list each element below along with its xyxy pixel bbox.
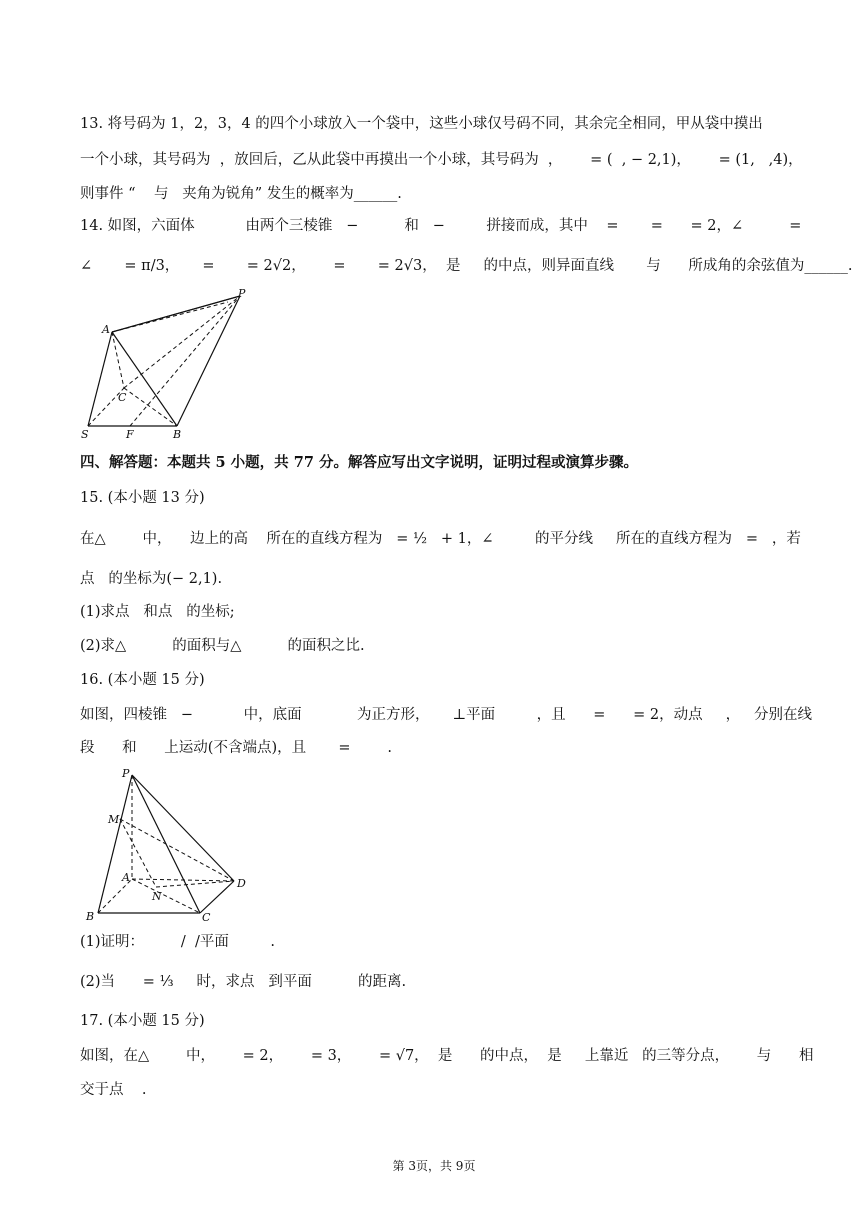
fig14-label-c: C: [118, 391, 127, 404]
q16-title: 16. (本小题 15 分): [80, 672, 205, 688]
q16-part2: (2)当 = ⅓ 时，求点 到平面 的距离.: [80, 974, 407, 990]
fig16-label-b: B: [86, 910, 95, 923]
fig16-label-m: M: [108, 813, 120, 826]
fig16-label-c: C: [202, 911, 211, 924]
q17-line1: 如图，在△ 中， = 2， = 3， = √7， 是 的中点， 是 上靠近 的三等分点， 与 相: [80, 1048, 814, 1064]
q16-part1: (1)证明： / /平面 .: [80, 934, 275, 950]
section4-heading: 四、解答题：本题共 5 小题，共 77 分。解答应写出文字说明，证明过程或演算步骤。: [80, 454, 638, 471]
fig14-label-a: A: [102, 323, 110, 336]
q15-line2: 点 的坐标为(− 2,1).: [80, 571, 223, 587]
q15-part1: (1)求点 和点 的坐标;: [80, 604, 235, 620]
fig16-label-p: P: [122, 767, 130, 780]
q15-title: 15. (本小题 13 分): [80, 490, 205, 506]
q14-figure-hexahedron: [78, 288, 253, 444]
q13-line2: 一个小球，其号码为 ，放回后，乙从此袋中再摸出一个小球，其号码为 ， = ( , − 2,1)， = (1, ,4)，: [80, 152, 803, 168]
q14-line2: ∠ = π/3， = = 2√2， = = 2√3， 是 的中点，则异面直线 与 所成角的余弦值为______.: [80, 258, 853, 274]
q16-line2: 段 和 上运动(不含端点)，且 = .: [80, 740, 393, 756]
q14-line1: 14. 如图，六面体 由两个三棱锥 − 和 − 拼接而成，其中 = = = 2，∠ =: [80, 218, 802, 234]
q15-line1: 在△ 中， 边上的高 所在的直线方程为 = ½ + 1，∠ 的平分线 所在的直线方程为 = ，若: [80, 531, 801, 547]
fig16-label-d: D: [237, 877, 246, 890]
q16-figure-pyramid: [82, 763, 257, 925]
q13-line1: 13. 将号码为 1，2，3，4 的四个小球放入一个袋中，这些小球仅号码不同，其余完全相同，甲从袋中摸出: [80, 116, 763, 132]
fig14-label-s: S: [81, 428, 89, 441]
q17-title: 17. (本小题 15 分): [80, 1013, 205, 1029]
page-footer: 第 3页，共 9页: [392, 1159, 476, 1173]
q16-line1: 如图，四棱锥 − 中，底面 为正方形， ⊥平面 ，且 = = 2，动点 ， 分别在线: [80, 707, 812, 723]
fig16-label-a: A: [122, 871, 130, 884]
q17-line2: 交于点 .: [80, 1082, 147, 1098]
fig14-label-f: F: [126, 428, 134, 441]
fig14-label-p: P: [238, 288, 246, 300]
fig16-label-n: N: [152, 890, 162, 903]
q15-part2: (2)求△ 的面积与△ 的面积之比.: [80, 638, 365, 654]
q13-line3: 则事件 “ 与 夹角为锐角” 发生的概率为______.: [80, 186, 402, 202]
fig14-label-b: B: [173, 428, 182, 441]
